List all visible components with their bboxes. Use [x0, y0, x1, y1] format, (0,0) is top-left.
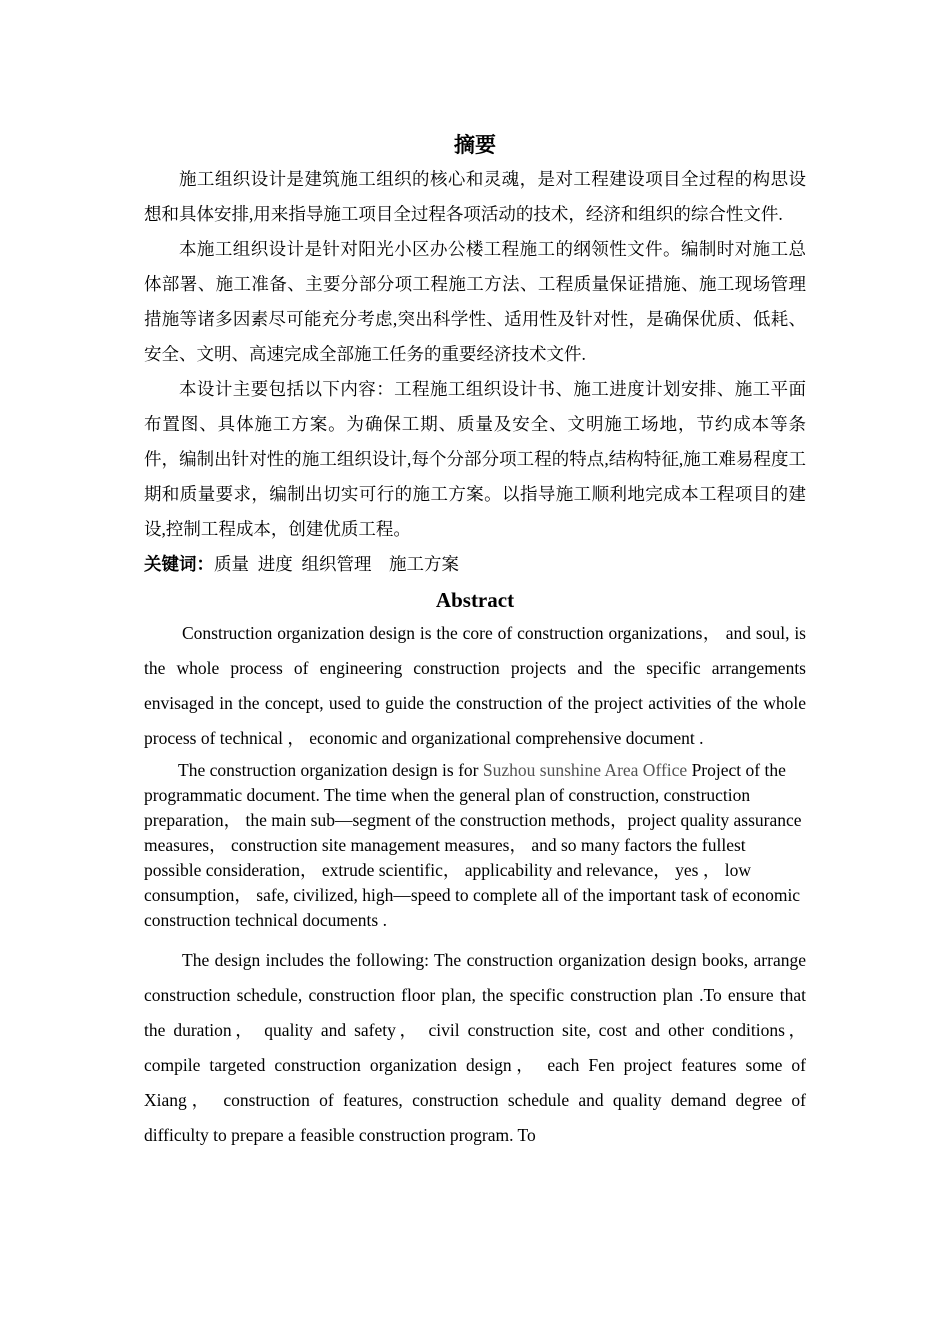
abstract-en-paragraph-2 — [144, 758, 806, 933]
document-page — [144, 128, 806, 1153]
abstract-en-paragraph-2-end: Project of the programmatic document. The time when the general plan of construction, construction preparation， the main sub—segment of the construction methods，project quality assurance measures， construction site management measures， and so many factors the fullest possible consideration， extrude scientific， applicability and relevance， yes ， low consumption， safe, civilized, high—speed to complete all of the important task of economic construction technical documents . — [144, 760, 802, 930]
project-name-highlight: Suzhou sunshine Area Office — [482, 760, 688, 780]
abstract-cn-title: 摘要 — [454, 133, 496, 157]
keywords-value: 质量 进度 组织管理 施工方案 — [214, 554, 459, 574]
abstract-en-paragraph-1: Construction organization design is the core of construction organizations， and soul, is the whole process of engineering construction projects and the specific arrangements envisaged in the concept, used to guide the construction of the project activities of the whole process of technical ， economic and organizational comprehensive document . — [144, 623, 806, 748]
abstract-cn-paragraph-1: 施工组织设计是建筑施工组织的核心和灵魂，是对工程建设项目全过程的构思设想和具体安排,用来指导施工项目全过程各项活动的技术，经济和组织的综合性文件. — [144, 169, 806, 224]
abstract-cn-paragraph-2: 本施工组织设计是针对阳光小区办公楼工程施工的纲领性文件。编制时对施工总体部署、施工准备、主要分部分项工程施工方法、工程质量保证措施、施工现场管理措施等诸多因素尽可能充分考虑,突出科学性、适用性及针对性，是确保优质、低耗、安全、文明、高速完成全部施工任务的重要经济技术文件. — [144, 239, 806, 364]
abstract-en-paragraph-2-start: The construction organization design is for — [178, 760, 483, 780]
keywords-label: 关键词： — [144, 555, 214, 575]
keywords-line — [144, 547, 806, 582]
abstract-en-paragraph-3: The design includes the following: The construction organization design books, arrange construction schedule, construction floor plan, the specific construction plan .To ensure that the duration， quality and safety， civil construction site, cost and other conditions， compile targeted construction organization design， each Fen project features some of Xiang， construction of features, construction schedule and quality demand degree of difficulty to prepare a feasible construction program. To — [144, 950, 806, 1145]
abstract-cn-paragraph-3: 本设计主要包括以下内容：工程施工组织设计书、施工进度计划安排、施工平面布置图、具体施工方案。为确保工期、质量及安全、文明施工场地，节约成本等条件，编制出针对性的施工组织设计,每个分部分项工程的特点,结构特征,施工难易程度工期和质量要求，编制出切实可行的施工方案。以指导施工顺利地完成本工程项目的建设,控制工程成本，创建优质工程。 — [144, 379, 806, 539]
abstract-en-title: Abstract — [435, 588, 515, 612]
